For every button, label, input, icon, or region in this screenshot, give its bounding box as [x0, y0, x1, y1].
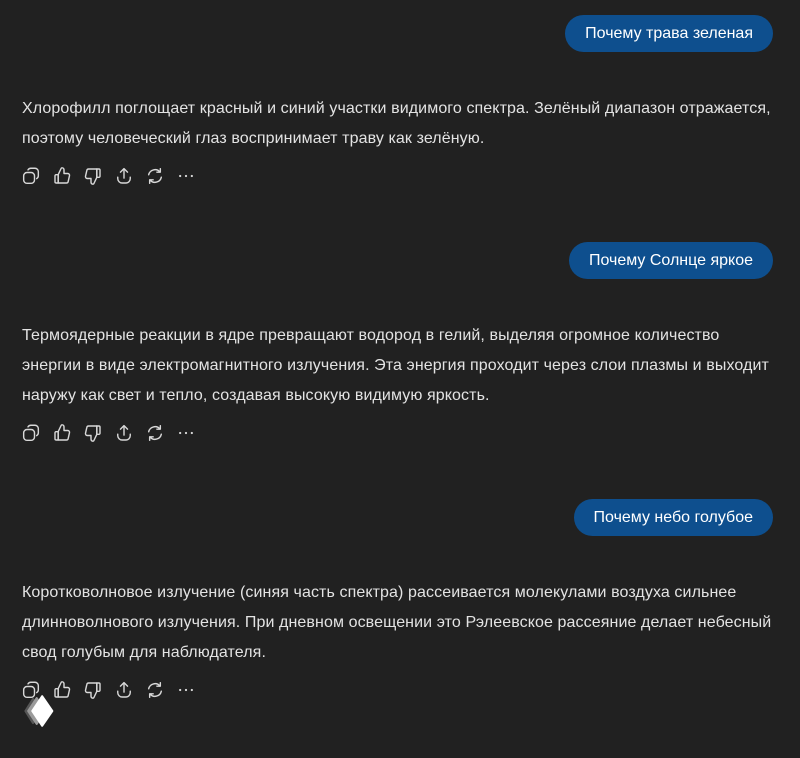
message-actions-row — [21, 166, 800, 186]
thumbs-down-icon — [83, 166, 103, 186]
more-options-button[interactable] — [176, 680, 196, 700]
assistant-message-text: Термоядерные реакции в ядре превращают водород в гелий, выделяя огромное количество энергии в виде электромагнитного излучения. Эта энергия проходит через слои плазмы и выходит наружу как свет и тепло, создавая высокую видимую яркость. — [22, 327, 769, 404]
regenerate-button[interactable] — [145, 166, 165, 186]
share-icon — [114, 166, 134, 186]
more-options-icon — [176, 680, 196, 700]
regenerate-icon — [145, 423, 165, 443]
thumbs-up-icon — [52, 423, 72, 443]
more-options-icon — [176, 423, 196, 443]
like-button[interactable] — [52, 680, 72, 700]
copy-icon — [21, 423, 41, 443]
user-message-bubble: Почему Солнце яркое — [569, 242, 773, 279]
user-message-row — [0, 499, 800, 536]
like-button[interactable] — [52, 166, 72, 186]
user-message-bubble: Почему небо голубое — [574, 499, 773, 536]
more-options-button[interactable] — [176, 423, 196, 443]
share-icon — [114, 423, 134, 443]
regenerate-icon — [145, 680, 165, 700]
regenerate-icon — [145, 166, 165, 186]
message-actions-row — [21, 680, 800, 700]
share-button[interactable] — [114, 423, 134, 443]
user-message-row — [0, 242, 800, 279]
copy-button[interactable] — [21, 166, 41, 186]
dislike-button[interactable] — [83, 166, 103, 186]
more-options-button[interactable] — [176, 166, 196, 186]
regenerate-button[interactable] — [145, 423, 165, 443]
thumbs-up-icon — [52, 166, 72, 186]
thumbs-up-icon — [52, 680, 72, 700]
user-message-row — [0, 15, 800, 52]
copy-icon — [21, 166, 41, 186]
share-icon — [114, 680, 134, 700]
message-actions-row — [21, 423, 800, 443]
more-options-icon — [176, 166, 196, 186]
regenerate-button[interactable] — [145, 680, 165, 700]
like-button[interactable] — [52, 423, 72, 443]
dislike-button[interactable] — [83, 423, 103, 443]
share-button[interactable] — [114, 166, 134, 186]
assistant-message-text: Коротковолновое излучение (синяя часть спектра) рассеивается молекулами воздуха сильнее длинноволнового излучения. При дневном освещении это Рэлеевское рассеяние делает небесный свод голубым для наблюдателя. — [22, 584, 772, 661]
dislike-button[interactable] — [83, 680, 103, 700]
share-button[interactable] — [114, 680, 134, 700]
thumbs-down-icon — [83, 423, 103, 443]
thumbs-down-icon — [83, 680, 103, 700]
copy-button[interactable] — [21, 423, 41, 443]
assistant-message-text: Хлорофилл поглощает красный и синий участки видимого спектра. Зелёный диапазон отражается, поэтому человеческий глаз воспринимает траву как зелёную. — [22, 100, 771, 147]
gigachat-diamond-logo-icon — [22, 693, 55, 729]
chat-thread — [0, 15, 800, 758]
user-message-bubble: Почему трава зеленая — [565, 15, 773, 52]
